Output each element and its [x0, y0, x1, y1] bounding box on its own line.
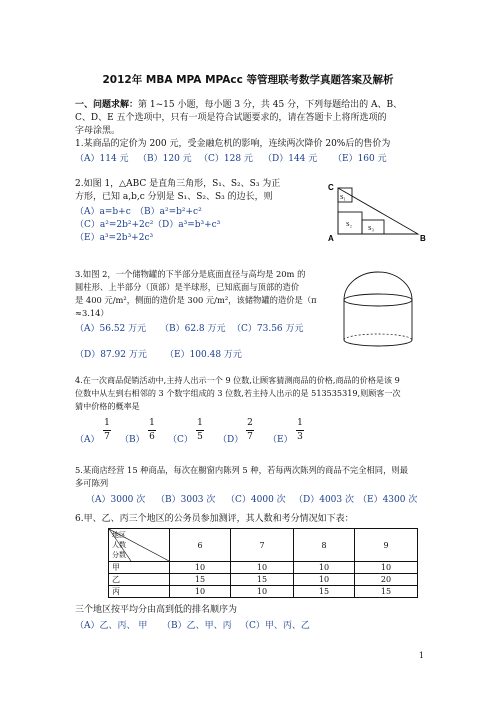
count-cell: 15: [231, 574, 294, 586]
score-col-9: 9: [355, 529, 418, 562]
q1-option-a: （A）114 元: [75, 154, 129, 164]
q4-den-a: 7: [104, 432, 110, 442]
diag-label-score: 分数: [112, 551, 126, 559]
q5-option-d: （D）4003 次: [294, 495, 354, 505]
page-number: 1: [418, 651, 424, 660]
q4-label-c: （C）: [168, 435, 193, 445]
q4-fracline-b: [148, 430, 156, 431]
q6-stem: 6.甲、乙、丙三个地区的公务员参加测评，其人数和考分情况如下表：: [75, 514, 354, 524]
diag-label-count: 人数: [112, 541, 126, 549]
q6-after: 三个地区按平均分由高到低的排名顺序为: [75, 605, 238, 615]
q3-stem-line2: 圆柱形、上半部分（顶部）是半球形，已知底面与顶部的造价: [75, 282, 300, 292]
q4-stem-line2: 位数中从左到右相邻的 3 个数字组成的 3 位数,若主持人出示的是 513535319,则顾客一次: [75, 388, 401, 398]
section-instructions-line3: 字母涂黑。: [75, 126, 121, 136]
q1-stem: 1.某商品的定价为 200 元，受金融危机的影响，连续两次降价 20%后的售价为: [75, 139, 391, 149]
q3-stem-line1: 3.如图 2，一个储物罐的下半部分是底面直径与高均是 20m 的: [75, 269, 306, 279]
q2-option-d: （D）a³=b³+c³: [153, 220, 221, 230]
q2-stem-line2: 方形，已知 a,b,c 分别是 S₁、S₂、S₃ 的边长，则: [75, 192, 273, 202]
q5-option-c: （C）4000 次: [226, 495, 286, 505]
count-cell: 10: [170, 562, 231, 574]
count-cell: 15: [170, 574, 231, 586]
q5-option-a: （A）3000 次: [86, 495, 146, 505]
q5-stem-line1: 5.某商店经营 15 种商品，每次在橱窗内陈列 5 种，若每两次陈列的商品不完全相同，则最: [75, 465, 408, 475]
q4-stem-line1: 4.在一次商品促销活动中,主持人出示一个 9 位数,让顾客猜测商品的价格,商品的价格是该 9: [75, 375, 400, 385]
table-header-row: [109, 529, 418, 562]
table-row: [109, 562, 418, 574]
q4-den-d: 7: [247, 432, 253, 442]
q3-option-e: （E）100.48 万元: [165, 350, 242, 360]
label-b: B: [420, 234, 426, 243]
table-row: [109, 574, 418, 586]
q5-option-e: （E）4300 次: [358, 495, 418, 505]
score-col-8: 8: [294, 529, 355, 562]
q4-den-e: 3: [297, 432, 303, 442]
q6-option-a: （A）乙、丙、 甲: [75, 621, 148, 631]
document-title: 2012年 MBA MPA MPAcc 等管理联考数学真题答案及解析: [102, 74, 394, 86]
q4-fracline-c: [196, 430, 204, 431]
q4-fracline-a: [103, 430, 111, 431]
q1-option-b: （B）120 元: [138, 154, 192, 164]
table-diag-header: [109, 529, 170, 562]
q2-option-c: （C）a²=2b²+2c²: [75, 220, 154, 230]
section-instructions-line1: 一、问题求解：第 1~15 小题，每小题 3 分，共 45 分，下列每题给出的 A、B、: [75, 100, 403, 110]
q4-fracline-e: [296, 430, 304, 431]
q3-option-c: （C）73.56 万元: [232, 324, 304, 334]
q5-option-b: （B）3003 次: [156, 495, 216, 505]
q4-num-c: 1: [197, 418, 203, 428]
q3-stem-line3: 是 400 元/m²，侧面的造价是 300 元/m²，该储物罐的造价是（π: [75, 295, 317, 305]
q1-option-e: （E）160 元: [333, 154, 387, 164]
q4-fracline-d: [246, 430, 254, 431]
q6-score-table: [108, 528, 418, 598]
region-cell: 甲: [109, 562, 170, 574]
region-cell: 乙: [109, 574, 170, 586]
q3-option-a: （A）56.52 万元: [75, 324, 147, 334]
count-cell: 10: [231, 586, 294, 598]
section-instructions-line2: C、D、E 五个选项中，只有一项是符合试题要求的，请在答题卡上将所选项的: [75, 113, 387, 123]
count-cell: 10: [170, 586, 231, 598]
q1-option-c: （C）128 元: [199, 154, 253, 164]
count-cell: 20: [355, 574, 418, 586]
q4-den-c: 5: [197, 432, 203, 442]
label-c: C: [328, 183, 334, 192]
count-cell: 15: [294, 586, 355, 598]
q2-stem-line1: 2.如图 1，△ABC 是直角三角形，S₁、S₂、S₃ 为正: [75, 179, 281, 189]
diag-label-region: 地区: [112, 531, 126, 539]
q4-label-e: （E）: [268, 435, 293, 445]
q2-option-e: （E）a³=2b³+2c³: [75, 233, 154, 243]
label-s1: S₁: [340, 194, 346, 201]
q4-num-d: 2: [247, 418, 253, 428]
region-cell: 丙: [109, 586, 170, 598]
q5-stem-line2: 多可陈列: [75, 478, 109, 488]
label-s2: S₂: [346, 221, 352, 228]
q2-option-b: （B）a²=b²+c²: [135, 207, 202, 217]
q2-option-a: （A）a=b+c: [75, 207, 131, 217]
q1-option-d: （D）144 元: [263, 154, 318, 164]
q6-option-c: （C）甲、丙、乙: [240, 621, 310, 631]
label-a: A: [328, 234, 334, 243]
score-col-7: 7: [231, 529, 294, 562]
section-heading: 一、问题求解：: [75, 100, 139, 110]
q4-num-a: 1: [104, 418, 110, 428]
q4-num-b: 1: [149, 418, 155, 428]
count-cell: 10: [231, 562, 294, 574]
table-row: [109, 586, 418, 598]
q4-label-b: （B）: [120, 435, 145, 445]
label-s3: S₃: [368, 225, 374, 232]
count-cell: 15: [355, 586, 418, 598]
q3-option-d: （D）87.92 万元: [75, 350, 147, 360]
q3-stem-line4: ≈3.14）: [75, 308, 109, 318]
q4-num-e: 1: [297, 418, 303, 428]
q6-option-b: （B）乙、甲、丙: [162, 621, 232, 631]
q4-den-b: 6: [149, 432, 155, 442]
q4-label-a: （A）: [75, 435, 100, 445]
score-col-6: 6: [170, 529, 231, 562]
q2-triangle-figure: [290, 176, 440, 246]
q3-tank-figure: [340, 262, 420, 350]
q3-option-b: （B）62.8 万元: [160, 324, 226, 334]
count-cell: 10: [294, 574, 355, 586]
q4-label-d: （D）: [218, 435, 244, 445]
count-cell: 10: [294, 562, 355, 574]
q4-stem-line3: 猜中价格的概率是: [75, 401, 140, 411]
count-cell: 10: [355, 562, 418, 574]
